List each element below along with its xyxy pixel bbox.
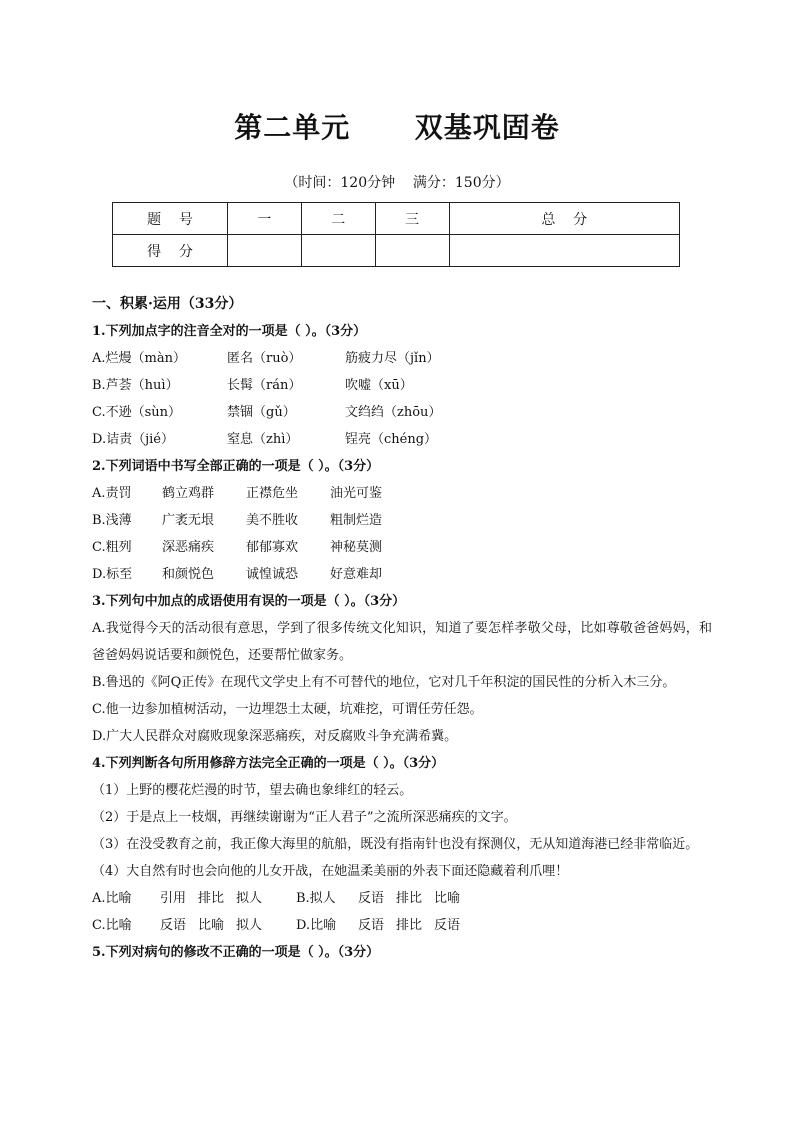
option: B.芦荟（huì） [92,378,179,393]
question-stem: 3.下列句中加点的成语使用有误的一项是（ ）。（3分） [92,594,406,609]
option: 正襟危坐 [246,486,299,501]
option-row [92,426,712,453]
option: 禁锢（gǔ） [227,405,296,420]
sentence: （2）于是点上一枝烟，再继续谢谢为“正人君子”之流所深恶痛疾的文字。 [92,810,517,825]
table-cell: 三 [375,203,449,235]
score-cell [301,235,375,267]
option: A.比喻 [92,891,132,906]
option: B.拟人 [296,891,336,906]
option: C.比喻 [92,918,132,933]
option: B.鲁迅的《阿Q正传》在现代文学史上有不可替代的地位，它对几千年积淀的国民性的分析入木三分。 [92,675,676,690]
page-title: 第二单元 双基巩固卷 [234,111,560,144]
option: 引用 [160,891,187,906]
option: 吹嘘（xū） [345,378,413,393]
sentence: （3）在没受教育之前，我正像大海里的航船，既没有指南针也没有探测仪，无从知道海港已经非常临近。 [92,837,699,852]
option-row [92,345,712,372]
option: 反语 [358,918,385,933]
option: D.比喻 [296,918,337,933]
option-row [92,912,712,939]
exam-content [92,290,712,966]
option: 反语 [160,918,187,933]
option: D.标至 [92,567,133,582]
score-cell [375,235,449,267]
score-table [112,202,680,267]
option: 鹤立鸡群 [162,486,215,501]
sentence: （1）上野的樱花烂漫的时节，望去确也象绯红的轻云。 [92,783,413,798]
option: 拟人 [236,918,263,933]
option: A.责罚 [92,486,132,501]
option-row [92,372,712,399]
table-row [113,235,680,267]
option: 比喻 [434,891,461,906]
option: 粗制烂造 [330,513,383,528]
option: 好意难却 [330,567,383,582]
option-row [92,885,712,912]
option: 反语 [434,918,461,933]
option: 筋疲力尽（jǐn） [345,351,440,366]
option-row [92,507,712,534]
option: 神秘莫测 [330,540,383,555]
option-row [92,561,712,588]
option: D.广大人民群众对腐败现象深恶痛疾，对反腐败斗争充满希冀。 [92,729,458,744]
option: 反语 [358,891,385,906]
sentence: （4）大自然有时也会向他的儿女开战，在她温柔美丽的外表下面还隐藏着利爪哩！ [92,864,569,879]
option: 窒息（zhì） [227,432,299,447]
option: 深恶痛疾 [162,540,215,555]
section-heading: 一、积累·运用（33分） [92,296,243,312]
option: 锃亮（chéng） [345,432,438,447]
exam-info: （时间：120分钟 满分：150分） [284,175,510,191]
option: 匿名（ruò） [227,351,302,366]
question-stem: 1.下列加点字的注音全对的一项是（ ）。（3分） [92,324,367,339]
option: 和颜悦色 [162,567,215,582]
table-cell: 一 [228,203,302,235]
option: 排比 [396,891,423,906]
option: 文绉绉（zhōu） [345,405,442,420]
score-cell [228,235,302,267]
option: 油光可鉴 [330,486,383,501]
option-row [92,480,712,507]
option: C.他一边参加植树活动，一边埋怨土太硬，坑难挖，可谓任劳任怨。 [92,702,483,717]
table-cell: 总 分 [449,203,679,235]
option: 诚惶诚恐 [246,567,299,582]
option-row [92,534,712,561]
option: 郁郁寡欢 [246,540,299,555]
option: 排比 [198,891,225,906]
table-cell: 二 [301,203,375,235]
table-cell: 题 号 [113,203,228,235]
option: 广袤无垠 [162,513,215,528]
option: B.浅薄 [92,513,132,528]
option: 拟人 [236,891,263,906]
option-row [92,399,712,426]
question-stem: 4.下列判断各句所用修辞方法完全正确的一项是（ ）。（3分） [92,756,445,771]
option: D.诘责（jié） [92,432,174,447]
table-cell: 得 分 [113,235,228,267]
question-stem: 5.下列对病句的修改不正确的一项是（ ）。（3分） [92,945,380,960]
option: C.不逊（sùn） [92,405,182,420]
option: 排比 [396,918,423,933]
option: 美不胜收 [246,513,299,528]
option: 比喻 [198,918,225,933]
option: C.粗列 [92,540,132,555]
option: A.我觉得今天的活动很有意思，学到了很多传统文化知识，知道了要怎样孝敬父母，比如尊敬爸爸妈妈，和爸爸妈妈说话要和颜悦色，还要帮忙做家务。 [92,621,712,663]
option: A.烂熳（màn） [92,351,186,366]
score-cell [449,235,679,267]
question-stem: 2.下列词语中书写全部正确的一项是（ ）。（3分） [92,459,380,474]
table-row [113,203,680,235]
option: 长髯（rán） [227,378,302,393]
